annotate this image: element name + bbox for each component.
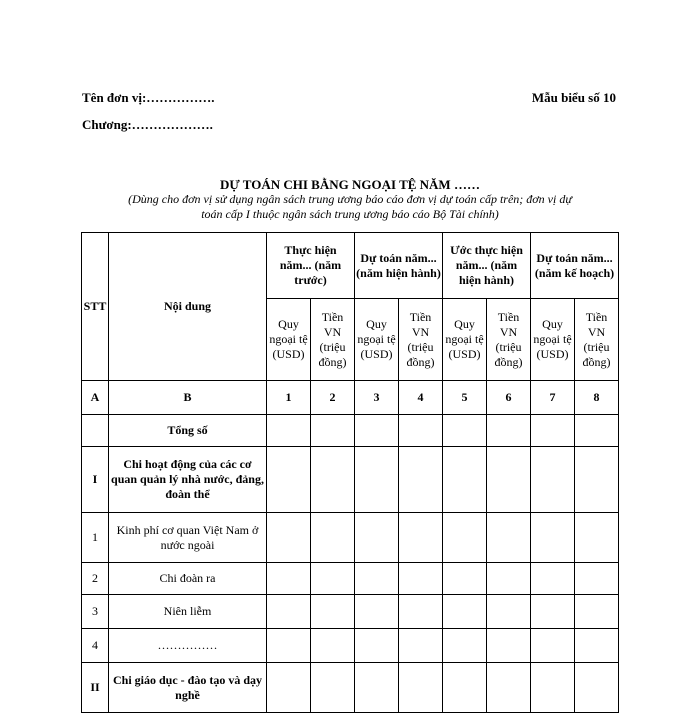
table-cell bbox=[531, 595, 575, 629]
table-row bbox=[82, 447, 619, 513]
table-cell bbox=[443, 663, 487, 713]
index-cell: 2 bbox=[311, 381, 355, 415]
table-cell bbox=[487, 447, 531, 513]
table-cell bbox=[575, 513, 619, 563]
table-cell bbox=[399, 663, 443, 713]
table-cell bbox=[311, 629, 355, 663]
total-label: Tổng số bbox=[109, 415, 267, 447]
table-cell bbox=[575, 629, 619, 663]
table-row bbox=[82, 595, 619, 629]
index-cell: 4 bbox=[399, 381, 443, 415]
subcol-vnd: Tiền VN (triệu đồng) bbox=[311, 299, 355, 381]
row-content: Chi hoạt động của các cơ quan quản lý nhà nước, đảng, đoàn thể bbox=[109, 447, 267, 513]
table-cell bbox=[487, 513, 531, 563]
table-cell bbox=[311, 663, 355, 713]
table-cell bbox=[267, 595, 311, 629]
table-cell bbox=[487, 629, 531, 663]
table-cell bbox=[311, 513, 355, 563]
col-header-stt: STT bbox=[82, 233, 109, 381]
form-number: Mẫu biểu số 10 bbox=[531, 90, 616, 105]
table-cell bbox=[267, 513, 311, 563]
row-stt: 4 bbox=[82, 629, 109, 663]
table-cell bbox=[311, 563, 355, 595]
table-cell bbox=[487, 595, 531, 629]
table-cell bbox=[575, 447, 619, 513]
table-cell bbox=[399, 513, 443, 563]
table-cell bbox=[267, 447, 311, 513]
table-cell bbox=[311, 447, 355, 513]
subcol-vnd: Tiền VN (triệu đồng) bbox=[575, 299, 619, 381]
group-header-estimate-current: Dự toán năm... (năm hiện hành) bbox=[355, 233, 443, 299]
document-subtitle bbox=[80, 192, 620, 222]
table-cell bbox=[443, 513, 487, 563]
index-cell: A bbox=[82, 381, 109, 415]
row-stt: 3 bbox=[82, 595, 109, 629]
table-cell bbox=[399, 415, 443, 447]
table-cell bbox=[311, 415, 355, 447]
header-row-groups bbox=[82, 233, 619, 299]
table-cell bbox=[487, 415, 531, 447]
subcol-fx: Quy ngoại tệ (USD) bbox=[531, 299, 575, 381]
table-cell bbox=[531, 563, 575, 595]
row-stt: I bbox=[82, 447, 109, 513]
chapter-label: Chương:………………. bbox=[82, 117, 213, 132]
index-cell: B bbox=[109, 381, 267, 415]
table-cell bbox=[355, 629, 399, 663]
table-cell bbox=[399, 447, 443, 513]
index-cell: 3 bbox=[355, 381, 399, 415]
table-cell bbox=[575, 563, 619, 595]
subcol-vnd: Tiền VN (triệu đồng) bbox=[487, 299, 531, 381]
table-cell bbox=[355, 563, 399, 595]
index-cell: 7 bbox=[531, 381, 575, 415]
table-cell bbox=[267, 629, 311, 663]
row-content: Kinh phí cơ quan Việt Nam ở nước ngoài bbox=[109, 513, 267, 563]
row-stt: 2 bbox=[82, 563, 109, 595]
table-cell bbox=[399, 629, 443, 663]
index-cell: 1 bbox=[267, 381, 311, 415]
table-cell bbox=[575, 595, 619, 629]
table-cell bbox=[355, 663, 399, 713]
table-cell bbox=[267, 663, 311, 713]
index-cell: 6 bbox=[487, 381, 531, 415]
table-cell bbox=[443, 563, 487, 595]
table-cell bbox=[575, 663, 619, 713]
group-header-estimate-plan: Dự toán năm... (năm kế hoạch) bbox=[531, 233, 619, 299]
index-cell: 8 bbox=[575, 381, 619, 415]
table-cell bbox=[575, 415, 619, 447]
table-cell bbox=[355, 595, 399, 629]
group-header-actual-prev: Thực hiện năm... (năm trước) bbox=[267, 233, 355, 299]
row-content: Niên liễm bbox=[109, 595, 267, 629]
index-row bbox=[82, 381, 619, 415]
row-content: Chi giáo dục - đào tạo và dạy nghề bbox=[109, 663, 267, 713]
table-cell bbox=[311, 595, 355, 629]
table-cell bbox=[267, 415, 311, 447]
row-stt: II bbox=[82, 663, 109, 713]
table-cell bbox=[355, 513, 399, 563]
col-header-content: Nội dung bbox=[109, 233, 267, 381]
table-row bbox=[82, 513, 619, 563]
budget-table bbox=[81, 232, 619, 713]
index-cell: 5 bbox=[443, 381, 487, 415]
table-cell bbox=[443, 447, 487, 513]
table-cell bbox=[487, 663, 531, 713]
subcol-vnd: Tiền VN (triệu đồng) bbox=[399, 299, 443, 381]
row-stt: 1 bbox=[82, 513, 109, 563]
table-cell bbox=[399, 563, 443, 595]
subcol-fx: Quy ngoại tệ (USD) bbox=[443, 299, 487, 381]
table-cell bbox=[355, 415, 399, 447]
total-row bbox=[82, 415, 619, 447]
table-cell bbox=[531, 629, 575, 663]
table-cell bbox=[531, 447, 575, 513]
table-cell bbox=[443, 595, 487, 629]
table-cell bbox=[82, 415, 109, 447]
subcol-fx: Quy ngoại tệ (USD) bbox=[355, 299, 399, 381]
subcol-fx: Quy ngoại tệ (USD) bbox=[267, 299, 311, 381]
table-cell bbox=[531, 415, 575, 447]
table-cell bbox=[399, 595, 443, 629]
table-cell bbox=[443, 629, 487, 663]
table-row bbox=[82, 629, 619, 663]
document-title: DỰ TOÁN CHI BẰNG NGOẠI TỆ NĂM …… bbox=[220, 177, 480, 192]
table-cell bbox=[487, 563, 531, 595]
table-cell bbox=[531, 513, 575, 563]
table-row bbox=[82, 563, 619, 595]
row-content: …………… bbox=[109, 629, 267, 663]
table-cell bbox=[531, 663, 575, 713]
table-cell bbox=[267, 563, 311, 595]
unit-name-label: Tên đơn vị:……………. bbox=[82, 90, 215, 105]
row-content: Chi đoàn ra bbox=[109, 563, 267, 595]
table-cell bbox=[443, 415, 487, 447]
subtitle-line-2: toán cấp I thuộc ngân sách trung ương báo cáo Bộ Tài chính) bbox=[201, 207, 499, 221]
table-row bbox=[82, 663, 619, 713]
table-cell bbox=[355, 447, 399, 513]
subtitle-line-1: (Dùng cho đơn vị sử dụng ngân sách trung ương báo cáo đơn vị dự toán cấp trên; đơn vị dự bbox=[128, 192, 572, 206]
group-header-expected-current: Ước thực hiện năm... (năm hiện hành) bbox=[443, 233, 531, 299]
